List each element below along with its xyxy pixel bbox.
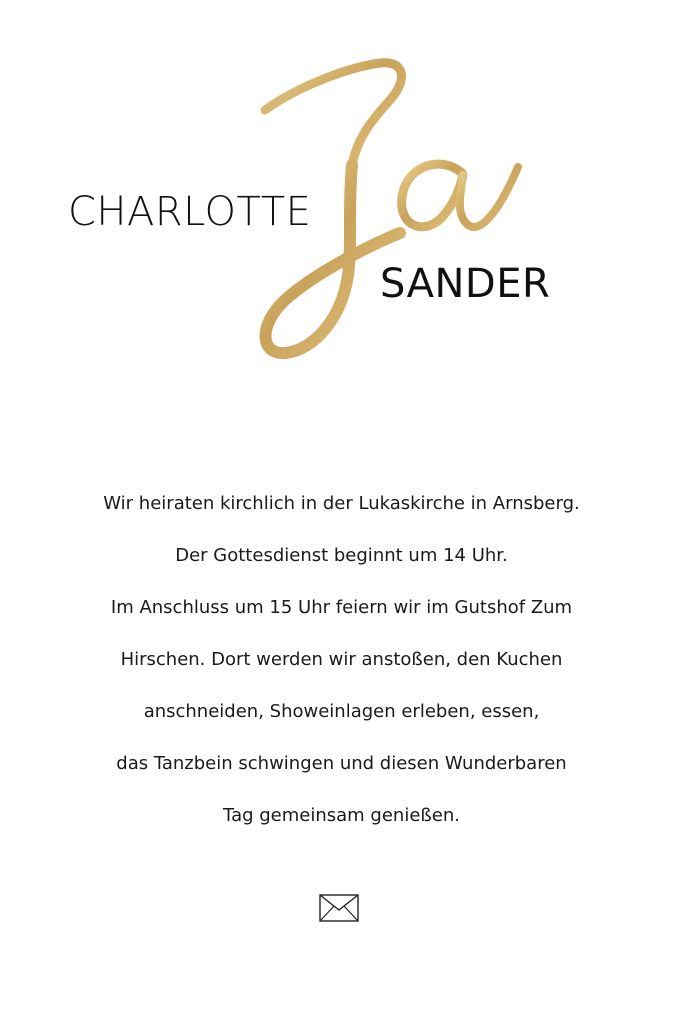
text-line: Wir heiraten kirchlich in der Lukaskirche in Arnsberg. bbox=[103, 493, 580, 514]
text-line: Hirschen. Dort werden wir anstoßen, den Kuchen bbox=[120, 649, 563, 670]
first-name: CHARLOTTE bbox=[68, 189, 312, 235]
text-line: Tag gemeinsam genießen. bbox=[223, 805, 460, 826]
last-name: SANDER bbox=[380, 261, 551, 307]
text-line: anschneiden, Showeinlagen erleben, essen, bbox=[143, 701, 540, 722]
text-line: das Tanzbein schwingen und diesen Wunderbaren bbox=[116, 753, 567, 774]
invitation-text bbox=[0, 486, 683, 850]
envelope-icon[interactable] bbox=[319, 894, 359, 922]
text-line: Im Anschluss um 15 Uhr feiern wir im Gutshof Zum bbox=[110, 597, 573, 618]
text-line: Der Gottesdienst beginnt um 14 Uhr. bbox=[175, 545, 508, 566]
